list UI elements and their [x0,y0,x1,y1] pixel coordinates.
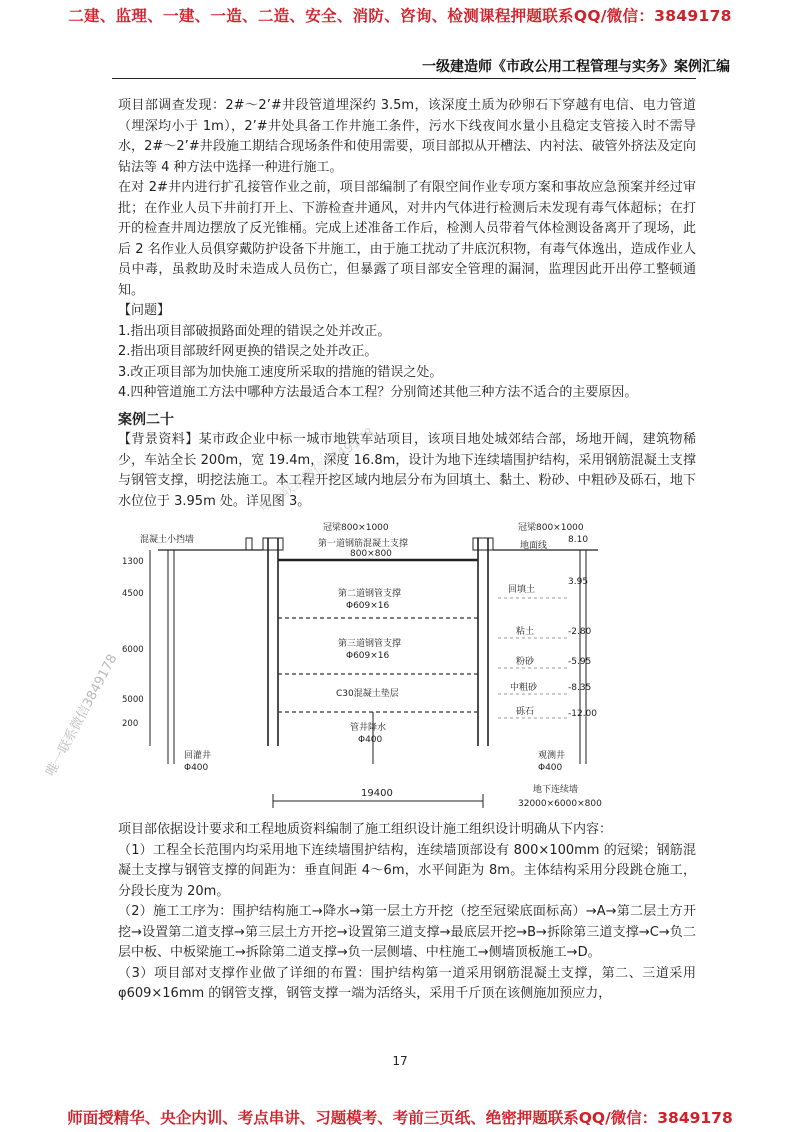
elevation-label: -8.35 [568,683,592,693]
question-item: 2.指出项目部玻纤网更换的错误之处并改正。 [118,344,378,359]
watermark: 唯一联系微信3849178 [43,651,121,779]
soil-layer-label: 中粗砂 [510,683,538,693]
crown-beam-left [263,538,283,550]
paragraph: 项目部调查发现：2#～2’#井段管道埋深约 3.5m，该深度土质为砂卵石下穿越有电信、电力管道（埋深均小于 1m），2’#井处具备工作井施工条件，污水下线夜间水量小且稳定支管接入时不需导水，2#～2’#井段施工期结合现场条件和使用需要，项目部拟从开槽法、内衬法、破管外挤法及定向钻法等 4 种方法中选择一种进行施工。 [118,98,696,175]
bottom-banner: 师面授精华、央企内训、考点串讲、习题模考、考前三页纸、绝密押题联系QQ/微信：3849178 [67,1109,733,1127]
dim-label: 200 [122,719,139,729]
elevation-label: -5.95 [568,657,592,667]
support3-size: Φ609×16 [346,651,390,661]
paragraph: 在对 2#井内进行扩孔接管作业之前，项目部编制了有限空间作业专项方案和事故应急预案并经过审批；在作业人员下井前打开上、下游检查井通风，对井内气体进行检测后未发现有毒气体超标；在打开的检查井周边摆放了反光锥桶。完成上述准备工作后，检测人员带着气体检测设备离开了现场，此后 2 名作业人员俱穿戴防护设备下井施工，由于施工扰动了井底沉积物，有毒气体逸出，造成作业人员中毒，虽救助及时未造成人员伤亡，但暴露了项目部安全管理的漏洞，监理因此开出停工整顿通知。 [118,180,696,298]
small-wall-label: 混凝土小挡墙 [140,535,195,545]
questions-heading: 【问题】 [118,303,171,318]
soil-layer-label: 粘土 [516,627,535,637]
support1-size: 800×800 [350,549,392,559]
width-label: 19400 [361,788,393,799]
dim-label: 5000 [122,695,144,705]
recharge-well-label: 回灌井 [184,751,212,761]
body-text-upper [118,96,696,512]
question-item: 1.指出项目部破损路面处理的错误之处并改正。 [118,323,391,339]
diaphragm-wall-label: 地下连续墙 [533,785,579,795]
soil-layer-label: 回填土 [508,585,536,595]
soil-layer-label: 粉砂 [516,657,535,667]
paragraph: 项目部依据设计要求和工程地质资料编制了施工组织设计施工组织设计明确从下内容： [118,822,613,837]
crown-beam-right-label: 冠梁800×1000 [518,523,584,533]
dim-label: 6000 [122,645,144,655]
elevation-label: 3.95 [568,577,589,587]
watermark: 唯一联系微信3849178 [257,425,378,516]
dim-label: 1300 [122,557,144,567]
case-title: 案例二十 [118,411,174,428]
excavation-section-figure [118,516,698,816]
background-paragraph: 【背景资料】某市政企业中标一城市地铁车站项目，该项目地处城郊结合部，场地开阔，建筑物稀少，车站全长 200m，宽 19.4m，深度 16.8m，设计为地下连续墙围护结构，采用钢筋混凝土支撑与钢管支撑，明挖法施工。本工程开挖区域内地层分布为回填土、黏土、粉砂、中粗砂及砾石，地下水位位于 3.95m 处。详见图 3。 [118,432,696,509]
support2-size: Φ609×16 [346,601,390,611]
top-banner: 二建、监理、一建、一造、二造、安全、消防、咨询、检测课程押题联系QQ/微信：3849178 [68,7,732,25]
ground-line-label: 地面线 [520,541,548,551]
paragraph: （3）项目部对支撑作业做了详细的布置：围护结构第一道采用钢筋混凝土支撑，第二、三道采用 φ609×16mm 的钢管支撑，钢管支撑一端为活络头，采用千斤顶在该侧施加预应力， [118,965,696,1001]
observe-size: Φ400 [538,763,563,773]
elevation-label: -2.80 [568,627,592,637]
paragraph: （2）施工工序为：围护结构施工→降水→第一层土方开挖（挖至冠梁底面标高）→A→第二层土方开挖→设置第二道支撑→第三层土方开挖→设置第三道支撑→最底层开挖→B→拆除第三道支撑→C→负二层中板、中板梁施工→拆除第二道支撑→负一层侧墙、中柱施工→侧墙顶板施工→D。 [118,904,696,960]
elevation-label: 8.10 [568,535,589,545]
crown-beam-right [473,538,493,550]
paragraph: （1）工程全长范围内均采用地下连续墙围护结构，连续墙顶部设有 800×100mm 的冠梁；钢筋混凝土支撑与钢管支撑的间距为：垂直间距 4～6m，水平间距为 8m。主体结构采用分段跳仓施工，分段长度为 20m。 [118,842,696,899]
elevation-label: -12.00 [568,709,598,719]
cushion-label: C30混凝土垫层 [336,689,399,699]
book-header: 一级建造师《市政公用工程管理与实务》案例汇编 [422,59,730,75]
support2-label: 第二道钢管支撑 [338,589,402,599]
recharge-size: Φ400 [184,763,209,773]
dewatering-size: Φ400 [358,735,383,745]
support1-label: 第一道钢筋混凝土支撑 [318,539,409,549]
dewatering-label: 管井降水 [350,723,387,733]
header-rule [112,78,696,79]
crown-beam-left-label: 冠梁800×1000 [323,523,389,533]
small-retaining-wall [246,538,252,550]
body-text-lower [118,820,696,1005]
observe-well-label: 观测井 [538,751,566,761]
question-item: 3.改正项目部为加快施工速度所采取的措施的错误之处。 [118,364,443,380]
diaphragm-size: 32000×6000×800 [518,799,602,809]
page-number: 17 [392,1054,408,1068]
support3-label: 第三道钢管支撑 [338,639,402,649]
soil-layer-label: 砾石 [516,707,535,717]
dim-label: 4500 [122,589,144,599]
question-item: 4.四种管道施工方法中哪种方法最适合本工程？分别简述其他三种方法不适合的主要原因。 [118,385,638,400]
